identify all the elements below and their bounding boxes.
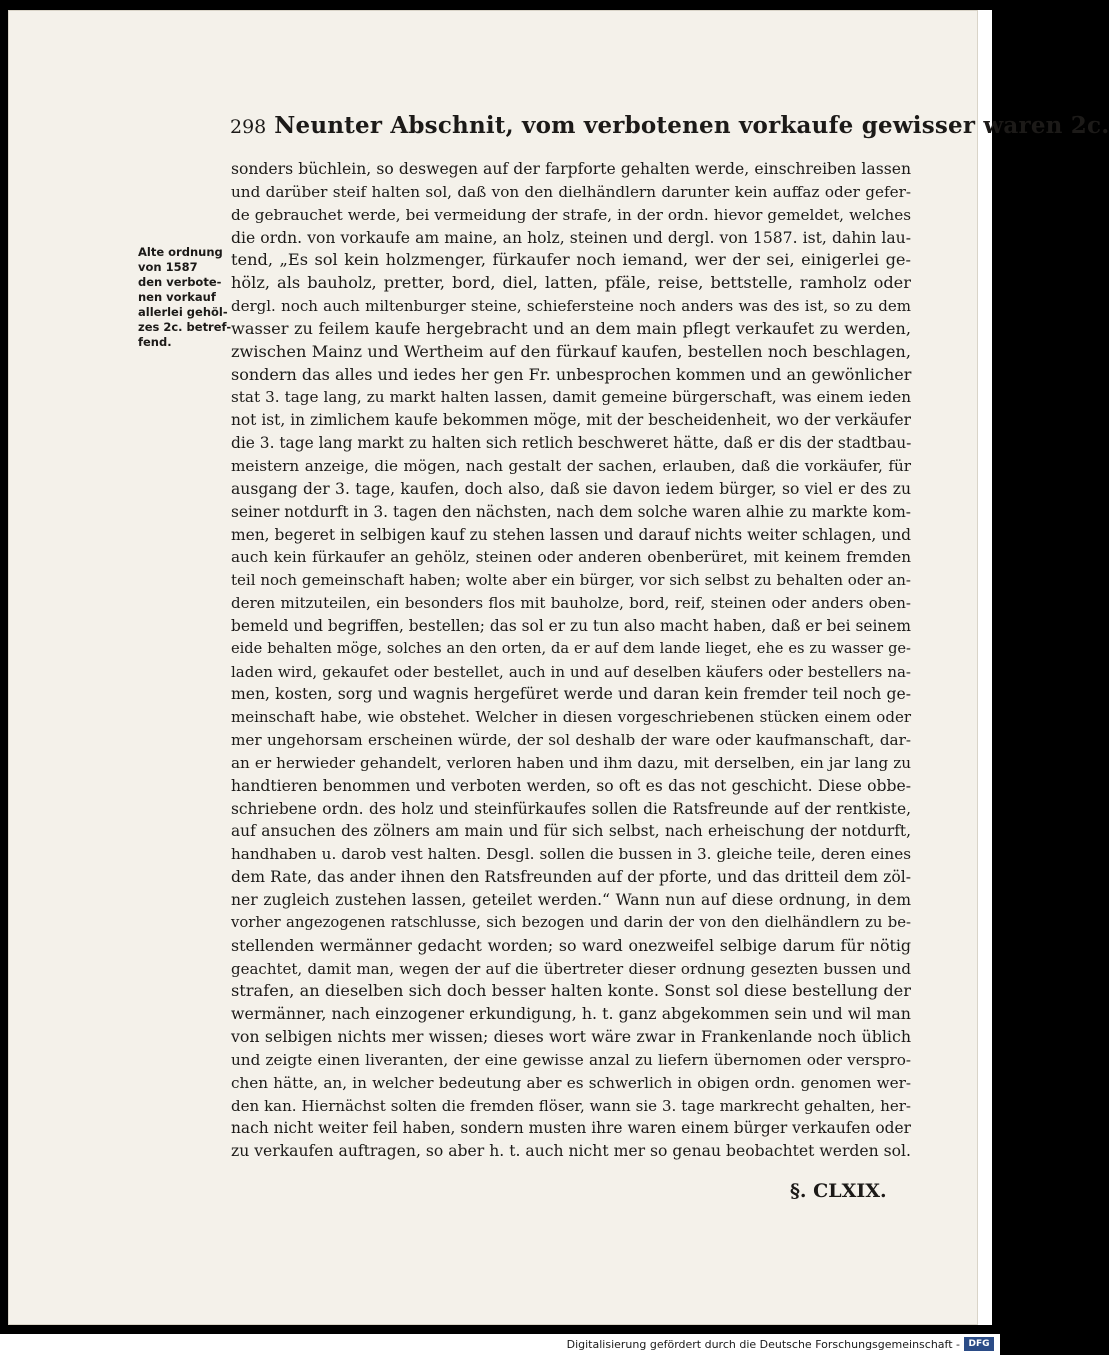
text-line: wasser zu feilem kaufe hergebracht und an dem main pflegt verkaufet zu werden, bbox=[231, 318, 911, 338]
margin-note-line: von 1587 bbox=[138, 260, 198, 274]
text-line: seiner notdurft in 3. tagen den nächsten, nach dem solche waren alhie zu markte kom- bbox=[231, 502, 911, 521]
text-line: dem Rate, das ander ihnen den Ratsfreunden auf der pforte, und das dritteil dem zöl- bbox=[231, 868, 911, 887]
text-line: strafen, an dieselben sich doch besser halten konte. Sonst sol diese bestellung der bbox=[231, 981, 911, 1001]
text-line: nach nicht weiter feil haben, sondern musten ihre waren einem bürger verkaufen oder bbox=[231, 1119, 911, 1138]
text-line: laden wird, gekaufet oder bestellet, auch in und auf deselben käufers oder bestellers na- bbox=[231, 662, 911, 681]
text-line: sondern das alles und iedes her gen Fr. unbesprochen kommen und an gewönlicher bbox=[231, 364, 912, 384]
text-line: schriebene ordn. des holz und steinfürkaufes sollen die Ratsfreunde auf der rentkiste, bbox=[231, 799, 911, 818]
text-line: sonders büchlein, so deswegen auf der farpforte gehalten werde, einschreiben lassen bbox=[231, 160, 911, 178]
margin-note-line: nen vorkauf bbox=[138, 290, 216, 304]
body-text bbox=[231, 158, 911, 1163]
text-line: hölz, als bauholz, pretter, bord, diel, latten, pfäle, reise, bettstelle, ramholz oder bbox=[231, 273, 911, 293]
footer-bar bbox=[0, 1334, 1000, 1355]
footer-credit: Digitalisierung gefördert durch die Deutsche Forschungsgemeinschaft - bbox=[566, 1338, 960, 1351]
text-line: meistern anzeige, die mögen, nach gestalt der sachen, erlauben, daß die vorkäufer, für bbox=[231, 456, 911, 475]
margin-note-line: den verbote- bbox=[138, 275, 222, 289]
text-line: vorher angezogenen ratschlusse, sich bezogen und darin der von den dielhändlern zu be- bbox=[231, 913, 911, 931]
text-line: den kan. Hiernächst solten die fremden flöser, wann sie 3. tage markrecht gehalten, her- bbox=[231, 1096, 911, 1115]
running-head: Neunter Abschnit, vom verbotenen vorkaufe gewisser waren 2c. bbox=[274, 112, 1109, 139]
margin-note bbox=[138, 245, 230, 350]
text-line: und darüber steif halten sol, daß von den dielhändlern darunter kein auffaz oder gefer- bbox=[231, 182, 911, 201]
text-line: men, kosten, sorg und wagnis hergefüret werde und daran kein fremder teil noch ge- bbox=[231, 685, 911, 704]
text-line: meinschaft habe, wie obstehet. Welcher in diesen vorgeschriebenen stücken einem oder bbox=[231, 708, 911, 727]
text-line: tend, „Es sol kein holzmenger, fürkaufer noch iemand, wer der sei, einigerlei ge- bbox=[231, 250, 911, 270]
text-line: an er herwieder gehandelt, verloren haben und ihm dazu, mit derselben, ein jar lang zu bbox=[231, 753, 911, 772]
text-line: de gebrauchet werde, bei vermeidung der strafe, in der ordn. hievor gemeldet, welches bbox=[231, 205, 911, 224]
page-header bbox=[230, 112, 1109, 146]
text-line: stat 3. tage lang, zu markt halten lassen, damit gemeine bürgerschaft, was einem ieden bbox=[231, 388, 911, 407]
text-line: dergl. noch auch miltenburger steine, schiefersteine noch anders was des ist, so zu dem bbox=[231, 297, 911, 316]
text-line: von selbigen nichts mer wissen; dieses wort wäre zwar in Frankenlande noch üblich bbox=[231, 1027, 911, 1047]
page-edge bbox=[978, 10, 992, 1325]
text-line: mer ungehorsam erscheinen würde, der sol deshalb der ware oder kaufmanschaft, dar- bbox=[231, 731, 911, 750]
text-line: zu verkaufen auftragen, so aber h. t. auch nicht mer so genau beobachtet werden sol. bbox=[231, 1142, 911, 1161]
text-line: auf ansuchen des zölners am main und für sich selbst, nach erheischung der notdurft, bbox=[231, 822, 911, 841]
text-line: ausgang der 3. tage, kaufen, doch also, daß sie davon iedem bürger, so viel er des zu bbox=[231, 479, 911, 498]
text-line: und zeigte einen liveranten, der eine gewisse anzal zu liefern übernomen oder verspro- bbox=[231, 1050, 911, 1069]
page-number: 298 bbox=[230, 116, 267, 138]
margin-note-line: Alte ordnung bbox=[138, 245, 223, 259]
text-line: auch kein fürkaufer an gehölz, steinen oder anderen obenberüret, mit keinem fremden bbox=[231, 548, 911, 567]
text-line: handhaben u. darob vest halten. Desgl. sollen die bussen in 3. gleiche teile, deren eines bbox=[231, 845, 911, 864]
text-line: stellenden wermänner gedacht worden; so ward onezweifel selbige darum für nötig bbox=[231, 935, 911, 955]
text-line: geachtet, damit man, wegen der auf die übertreter dieser ordnung gesezten bussen und bbox=[231, 959, 911, 978]
text-line: wermänner, nach einzogener erkundigung, h. t. ganz abgekommen sein und wil man bbox=[231, 1004, 911, 1024]
text-line: zwischen Mainz und Wertheim auf den fürkauf kaufen, bestellen noch beschlagen, bbox=[231, 341, 911, 361]
text-line: ner zugleich zustehen lassen, geteilet werden.“ Wann nun auf diese ordnung, in dem bbox=[231, 891, 911, 909]
text-line: deren mitzuteilen, ein besonders flos mit bauholze, bord, reif, steinen oder anders oben- bbox=[231, 594, 911, 613]
text-line: chen hätte, an, in welcher bedeutung aber es schwerlich in obigen ordn. genomen wer- bbox=[231, 1073, 911, 1092]
text-line: eide behalten möge, solches an den orten, da er auf dem lande lieget, ehe es zu wasser ge- bbox=[231, 639, 911, 657]
text-line: handtieren benommen und verboten werden, so oft es das not geschicht. Diese obbe- bbox=[231, 776, 911, 795]
section-mark: §. CLXIX. bbox=[790, 1180, 887, 1202]
text-line: not ist, in zimlichem kaufe bekommen möge, mit der bescheidenheit, wo der verkäufer bbox=[231, 411, 911, 430]
dfg-logo: DFG bbox=[964, 1337, 994, 1351]
text-line: teil noch gemeinschaft haben; wolte aber ein bürger, vor sich selbst zu behalten oder an- bbox=[231, 571, 911, 590]
margin-note-line: fend. bbox=[138, 335, 172, 349]
text-line: die 3. tage lang markt zu halten sich retlich beschweret hätte, daß er dis der stadtbau- bbox=[231, 434, 912, 453]
text-line: bemeld und begriffen, bestellen; das sol er zu tun also macht haben, daß er bei seinem bbox=[231, 616, 911, 635]
margin-note-line: allerlei gehöl- bbox=[138, 305, 228, 319]
text-line: die ordn. von vorkaufe am maine, an holz, steinen und dergl. von 1587. ist, dahin lau- bbox=[231, 228, 911, 247]
text-line: men, begeret in selbigen kauf zu stehen lassen und darauf nichts weiter schlagen, und bbox=[231, 525, 911, 544]
margin-note-line: zes 2c. betref- bbox=[138, 320, 232, 334]
